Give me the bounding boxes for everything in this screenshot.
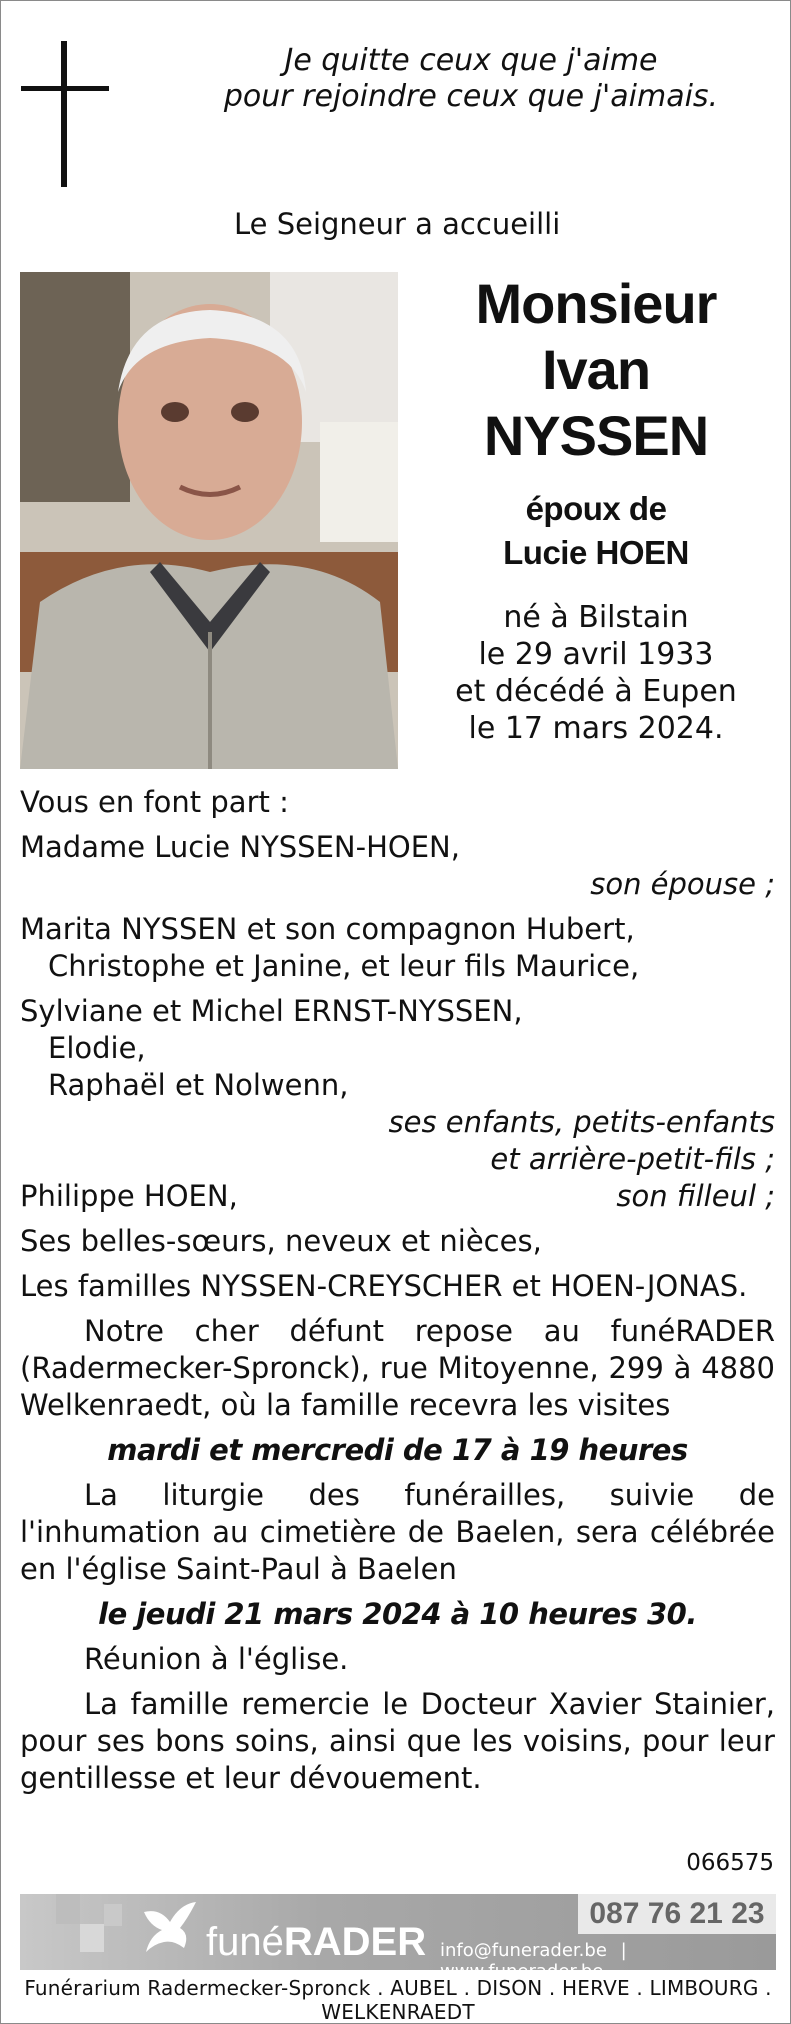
cross-icon-horizontal (21, 86, 109, 91)
cross-icon-vertical (61, 41, 67, 187)
deceased-first-name: Ivan (541, 338, 651, 401)
family-child-2: Sylviane et Michel ERNST-NYSSEN, (20, 994, 523, 1028)
family-relatives: Ses belles-sœurs, neveux et nièces, (20, 1224, 542, 1258)
decor-square (56, 1894, 80, 1924)
children-role-2: et arrière-petit-fils ; (490, 1142, 775, 1176)
intro-line: Vous en font part : (20, 785, 289, 819)
funeral-home-banner (20, 1894, 776, 1982)
family-families: Les familles NYSSEN-CREYSCHER et HOEN-JONAS. (20, 1269, 748, 1303)
announcement-body (20, 784, 775, 1797)
meeting-text: Réunion à l'église. (84, 1642, 349, 1676)
deceased-last-name: NYSSEN (483, 404, 709, 467)
portrait-photo (20, 272, 398, 769)
decor-square (80, 1924, 104, 1952)
family-godson: Philippe HOEN, (20, 1179, 238, 1213)
website-link[interactable]: www.funerader.be (440, 1961, 604, 1982)
family-godson-role: son filleul ; (616, 1179, 775, 1213)
thanks-text: La famille remercie le Docteur Xavier Stainier, pour ses bons soins, ainsi que les voisins, pour leur gentillesse et leur dévouement. (20, 1687, 775, 1795)
death-date: le 17 mars 2024. (468, 711, 724, 746)
decor-square (104, 1904, 122, 1926)
spouse-block (431, 487, 761, 575)
funeral-home-cities: Funérarium Radermecker-Spronck . AUBEL . DISON . HERVE . LIMBOURG . WELKENRAEDT (24, 1976, 772, 2024)
contact-separator: | (620, 1940, 627, 1961)
brand-light: funé (206, 1920, 284, 1964)
epigraph (191, 43, 751, 115)
epigraph-line-2: pour rejoindre ceux que j'aimais. (223, 79, 719, 114)
family-spouse: Madame Lucie NYSSEN-HOEN, (20, 830, 460, 864)
deceased-block (431, 271, 761, 747)
rest-text: Notre cher défunt repose au funéRADER (Radermecker-Spronck), rue Mitoyenne, 299 à 4880 Welkenraedt, où la famille recevra les visites (20, 1314, 775, 1422)
family-child-1-desc: Christophe et Janine, et leur fils Maurice, (48, 949, 640, 983)
dates-block (431, 599, 761, 747)
death-place: et décédé à Eupen (455, 674, 737, 709)
children-role-1: ses enfants, petits-enfants (388, 1105, 775, 1139)
family-spouse-role: son épouse ; (590, 867, 775, 901)
welcomed-line: Le Seigneur a accueilli (234, 207, 561, 241)
reference-number: 066575 (686, 1850, 774, 1876)
family-child-2-desc-1: Elodie, (48, 1031, 146, 1065)
brand-bold: RADER (283, 1920, 427, 1964)
birth-date: le 29 avril 1933 (478, 637, 714, 672)
family-child-1: Marita NYSSEN et son compagnon Hubert, (20, 912, 635, 946)
spouse-name: Lucie HOEN (503, 534, 689, 571)
godson-row (20, 1178, 775, 1215)
brand-logo (206, 1920, 426, 1965)
birth-place: né à Bilstain (503, 600, 689, 635)
liturgy-text: La liturgie des funérailles, suivie de l'inhumation au cimetière de Baelen, sera célébrée en l'église Saint-Paul à Baelen (20, 1478, 775, 1586)
visiting-hours: mardi et mercredi de 17 à 19 heures (107, 1433, 688, 1467)
deceased-title: Monsieur (475, 272, 717, 335)
dove-logo-icon (140, 1900, 200, 1958)
ceremony-date: le jeudi 21 mars 2024 à 10 heures 30. (98, 1597, 697, 1631)
epigraph-line-1: Je quitte ceux que j'aime (284, 43, 658, 78)
email-link[interactable]: info@funerader.be (440, 1940, 607, 1961)
family-child-2-desc-2: Raphaël et Nolwenn, (48, 1068, 349, 1102)
spouse-label: époux de (525, 490, 667, 527)
phone-number: 087 76 21 23 (578, 1894, 776, 1934)
